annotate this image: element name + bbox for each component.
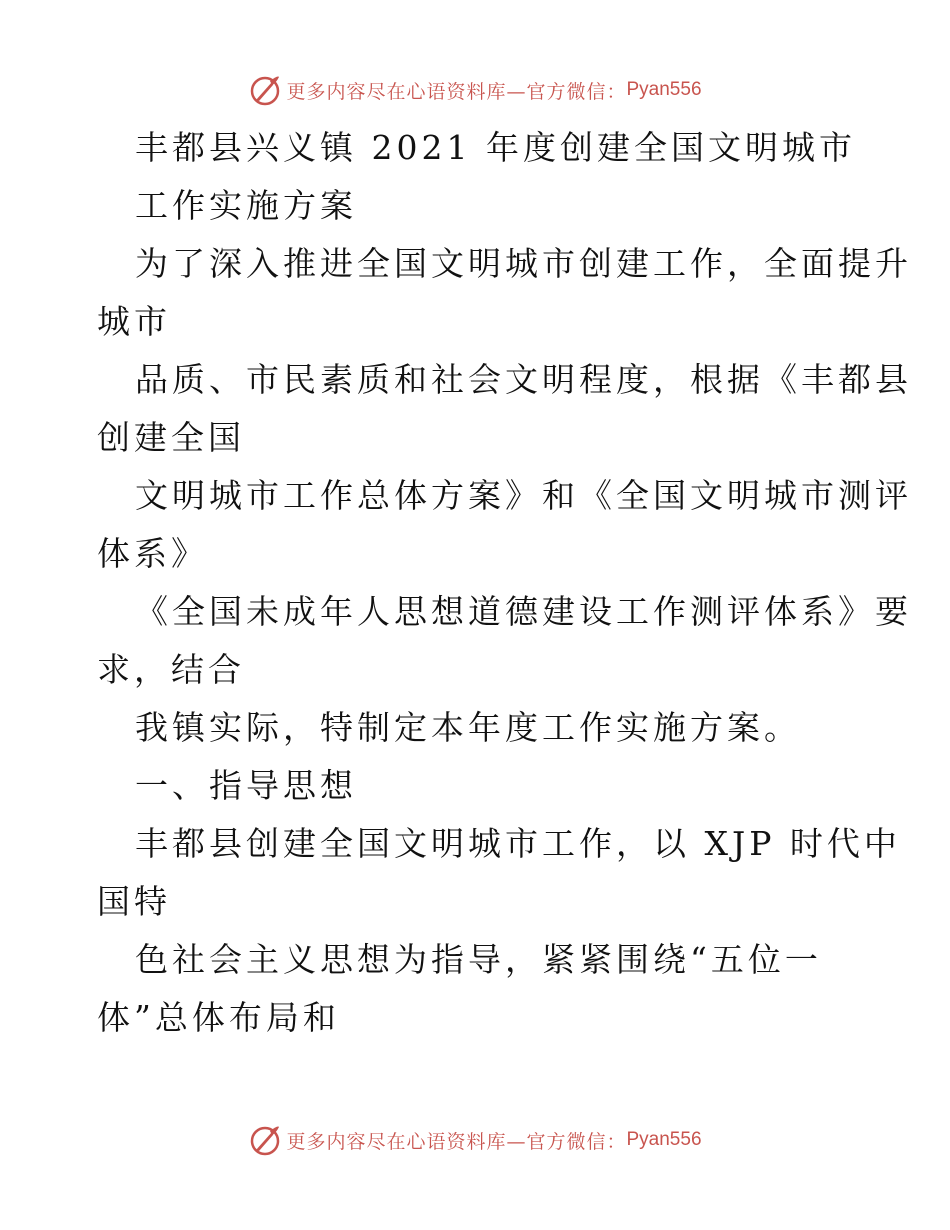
quill-pen-circle-icon	[248, 1123, 282, 1157]
document-title-line-1: 丰都县兴义镇 2021 年度创建全国文明城市	[135, 128, 856, 167]
document-title-line-2: 工作实施方案	[135, 186, 357, 225]
paragraph-line: 文明城市工作总体方案》和《全国文明城市测评	[135, 476, 912, 515]
paragraph-line: 城市	[97, 302, 171, 341]
paragraph-line: 创建全国	[97, 418, 245, 457]
section-heading: 一、指导思想	[135, 766, 357, 805]
paragraph-line: 我镇实际，特制定本年度工作实施方案。	[135, 708, 801, 747]
paragraph-line: 品质、市民素质和社会文明程度，根据《丰都县	[135, 360, 912, 399]
quill-pen-circle-icon	[248, 73, 282, 107]
watermark-text: 更多内容尽在心语资料库—官方微信：	[286, 1130, 627, 1153]
paragraph-line: 国特	[97, 882, 171, 921]
paragraph-line: 体系》	[97, 534, 208, 573]
paragraph-line: 求，结合	[97, 650, 245, 689]
footer-watermark	[0, 1120, 950, 1160]
paragraph-line: 《全国未成年人思想道德建设工作测评体系》要	[135, 592, 912, 631]
watermark-account: Pyan556	[626, 79, 702, 100]
paragraph-line: 为了深入推进全国文明城市创建工作，全面提升	[135, 244, 912, 283]
paragraph-line: 体”总体布局和	[97, 998, 340, 1037]
watermark-text: 更多内容尽在心语资料库—官方微信：	[286, 80, 627, 103]
paragraph-line: 丰都县创建全国文明城市工作，以 XJP 时代中	[135, 824, 901, 863]
paragraph-line: 色社会主义思想为指导，紧紧围绕“五位一	[135, 940, 822, 979]
watermark-account: Pyan556	[626, 1129, 702, 1150]
header-watermark	[0, 70, 950, 110]
